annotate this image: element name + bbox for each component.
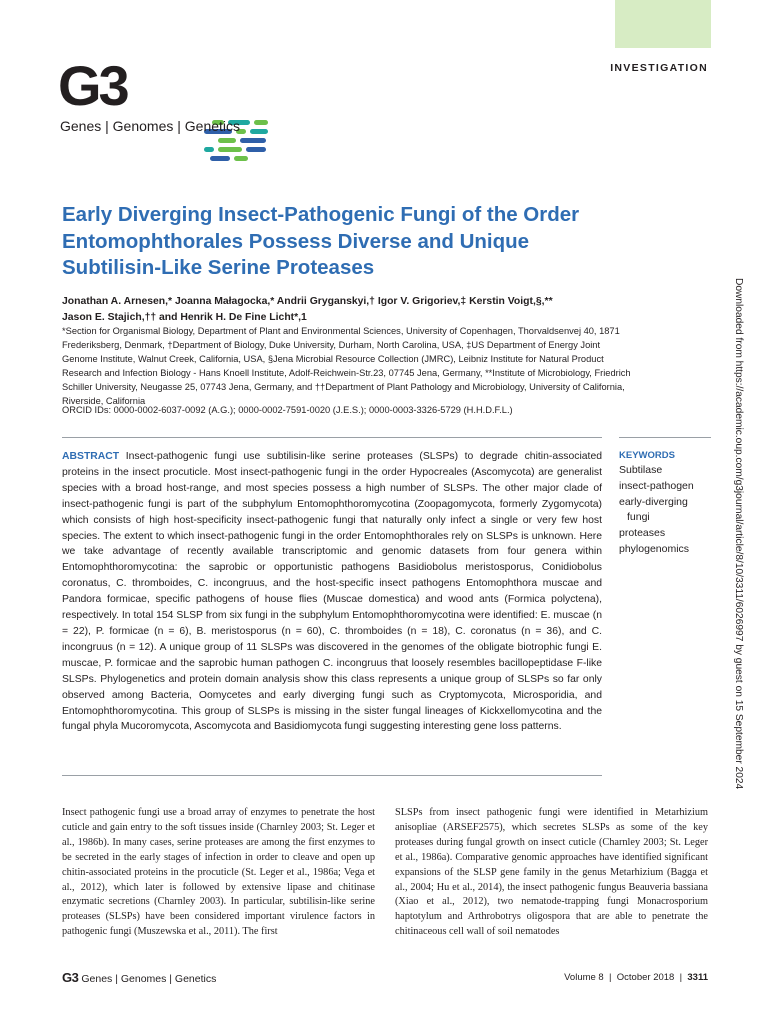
keyword-item: proteases — [619, 527, 666, 540]
keyword-item: fungi — [627, 511, 650, 524]
abstract — [62, 449, 602, 735]
logo-subtitle: Genes | Genomes | Genetics — [60, 118, 241, 134]
authors-line-1: Jonathan A. Arnesen,* Joanna Małagocka,* Andrii Gryganskyi,† Igor V. Grigoriev,‡ Kerstin Voigt,§,** — [62, 296, 553, 307]
keywords-top-rule — [619, 437, 711, 438]
abstract-top-rule — [62, 437, 602, 438]
footer-separator: | — [679, 972, 683, 983]
section-label: INVESTIGATION — [610, 62, 708, 74]
body-column-right: SLSPs from insect pathogenic fungi were identified in Metarhizium anisopliae (ARSEF2575), which secretes SLSPs as some of the key proteases during fungal growth on insect cuticle (Charnley 2003; St. Leger et al., 1986a). Comparative genomic approaches have identified significant expansions of the SLSP gene family in the genus Metarhizium (Bagga et al., 2004; Hu et al., 2014), the insect pathogenic fungus Beauveria bassiana (Xiao et al., 2012), two nematode-trapping fungi Monacrosporium haptotylum and Arthrobotrys oligospora that are able to penetrate the chitinaceous cell wall of soil nematodes — [395, 807, 708, 938]
keyword-item: Subtilase — [619, 464, 663, 476]
article-title: Early Diverging Insect-Pathogenic Fungi of the Order Entomophthorales Possess Diverse and Unique Subtilisin-Like Serine Proteases — [62, 203, 580, 279]
footer-separator: | — [609, 972, 612, 983]
keyword-item: early-diverging — [619, 495, 688, 508]
keywords-box — [619, 450, 719, 558]
footer-logo-mark: G3 — [62, 970, 79, 985]
logo-mark: G3 — [58, 54, 127, 117]
keyword-item: insect-pathogen — [619, 479, 694, 492]
header-color-tab — [615, 0, 711, 48]
abstract-label: ABSTRACT — [62, 451, 120, 462]
abstract-bottom-rule — [62, 775, 602, 776]
footer-citation — [564, 972, 708, 983]
author-list — [62, 294, 622, 326]
footer-volume: Volume 8 — [564, 972, 604, 983]
affiliations: *Section for Organismal Biology, Department of Plant and Environmental Sciences, University of Copenhagen, Thorvaldsenvej 40, 1871 Frederiksberg, Denmark, †Department of Biology, Duke University, Durham, North Carolina, USA, ‡US Department of Energy Joint Genome Institute, Walnut Creek, California, USA, §Jena Microbial Resource Collection (JMRC), Leibniz Institute for Natural Product Research and Infection Biology - Hans Knoell Institute, Adolf-Reichwein-Str.23, 07745 Jena, Germany, **Institute of Microbiology, Friedrich Schiller University, Neugasse 25, 07743 Jena, Germany, and ††Department of Plant Pathology and Microbiology, University of California, Riverside, California — [62, 326, 631, 406]
keyword-item: phylogenomics — [619, 542, 690, 555]
footer-logo-subtitle: Genes | Genomes | Genetics — [81, 973, 217, 985]
orcid-ids: ORCID IDs: 0000-0002-6037-0092 (A.G.); 0000-0002-7591-0020 (J.E.S.); 0000-0003-3326-5729 (H.H.D.F.L.) — [62, 405, 513, 415]
authors-line-2: Jason E. Stajich,†† and Henrik H. De Fine Licht*,1 — [62, 312, 307, 323]
keywords-label: KEYWORDS — [619, 450, 675, 461]
footer-month: October 2018 — [616, 972, 675, 983]
page-number: 3311 — [687, 972, 708, 983]
footer-logo — [62, 970, 216, 985]
body-column-left: Insect pathogenic fungi use a broad array of enzymes to penetrate the host cuticle and gain entry to the soft tissues inside (Charnley 2003; St. Leger et al., 1986b). In many cases, serine proteases are among the first enzymes to be secreted in the early stages of infection in order to cleave and open up chitin-associated proteins in the procuticle (St. Leger et al., 1986a; Vega et al., 2012), which later is followed by extensive lipase and chitinase enzymatic secretions (Charnley 2003). In particular, subtilisin-like serine proteases (SLSPs) have been considered important virulence factors in pathogenic fungi (Muszewska et al., 2011). The first — [62, 807, 375, 938]
download-note-text: Downloaded from https://academic.oup.com/g3journal/article/8/10/3311/6026997 by guest on 15 September 2024 — [733, 278, 744, 790]
download-side-note — [733, 278, 756, 838]
abstract-text: Insect-pathogenic fungi use subtilisin-like serine proteases (SLSPs) to degrade chitin-associated proteins in the insect procuticle. Most insect-pathogenic fungi in the order Hypocreales (Ascomycota) are generalist species with a broad host-range, and most species possess a high number of SLSPs. The other major clade of insect-pathogenic fungi is part of the subphylum Entomophthoromycotina (Zoopagomycota, formerly Zygomycota) which consists of high host-specificity insect-pathogenic fungi that naturally only infect a single or very few host species. The extent to which insect-pathogenic fungi in the order Entomophthorales rely on SLSPs is unknown. Here we take advantage of recently available transcriptomic and genomic datasets from four genera within Entomophthoromycotina: the saprobic or opportunistic pathogens Basidiobolus meristosporus, Conidiobolus coronatus, C. thromboides, C. incongruus, and the host-specific insect pathogens Entomophthora muscae and Pandora formicae, specific pathogens of house flies (Muscae domestica) and wood ants (Formica polyctena), respectively. In total 154 SLSP from six fungi in the subphylum Entomophthoromycotina were identified: E. muscae (n = 22), P. formicae (n = 6), B. meristosporus (n = 60), C. thromboides (n = 18), C. coronatus (n = 36), and C. incongruus (n = 12). A unique group of 11 SLSPs was discovered in the genomes of the obligate biotrophic fungi E. muscae, P. formicae and the saprobic human pathogen C. incongruus that loosely resembles bacillopeptidase F-like SLSPs. Phylogenetics and protein domain analysis show this class represents a unique group of SLSPs so far only observed among Bacteria, Oomycetes and early diverging fungi such as Cryptomycota, Microsporidia, and Entomophthoromycotina. This group of SLSPs is missing in the sister fungal lineages of Kickxellomycotina and the fungal phyla Mucoromycota, Ascomycota and Basidiomycota fungi suggesting interesting gene loss patterns. — [62, 451, 603, 733]
